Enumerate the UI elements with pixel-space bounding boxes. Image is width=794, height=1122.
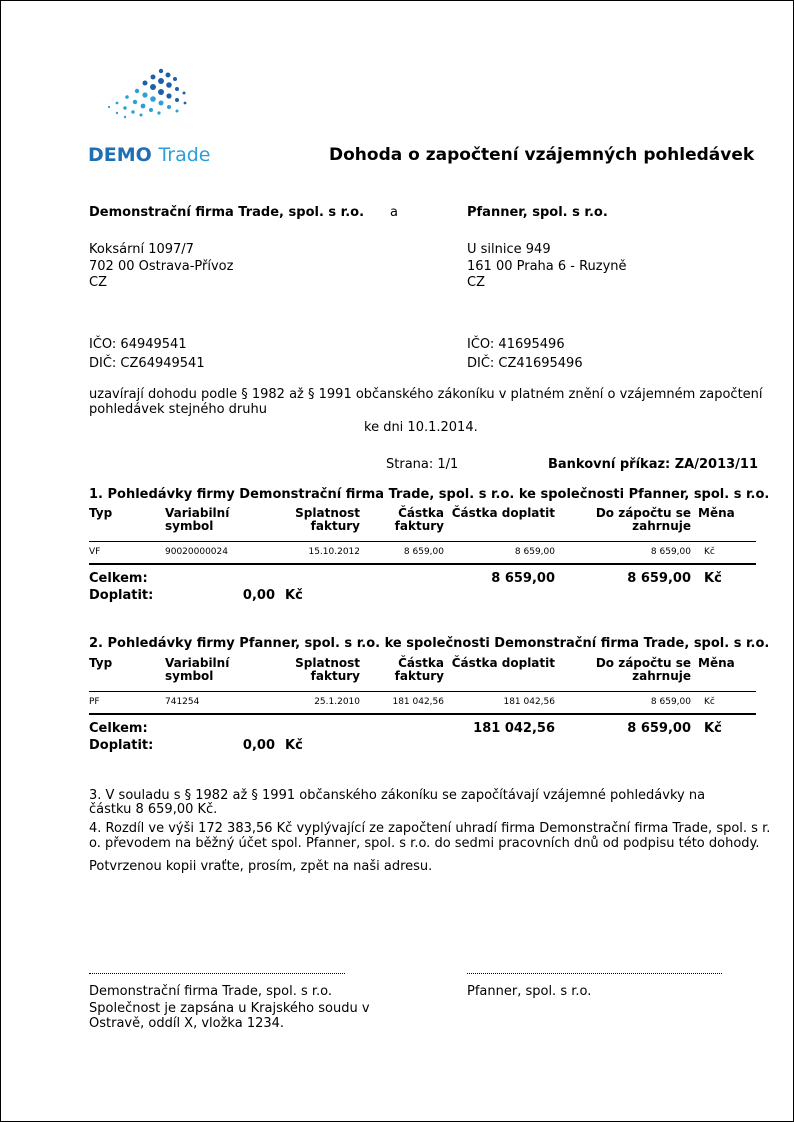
party2-name: Pfanner, spol. s r.o. — [467, 205, 608, 220]
col-mena: Měna — [698, 506, 735, 520]
col-var2: symbol — [165, 519, 214, 533]
col-spl1: Splatnost — [295, 506, 360, 520]
clause3-line1: 3. V souladu s § 1982 až § 1991 občanského zákoníku se započítávají vzájemné pohledávky na — [89, 788, 706, 803]
col-dopl-2: Částka doplatit — [451, 656, 555, 670]
party2-street: U silnice 949 — [467, 242, 551, 257]
party1-country: CZ — [89, 275, 107, 290]
col-dopl: Částka doplatit — [451, 506, 555, 520]
section2-header-rule — [89, 691, 756, 692]
section2-total-label: Celkem: — [89, 721, 148, 736]
section2-doplatit-value: 0,00 — [242, 738, 275, 753]
row1-mena: Kč — [704, 547, 715, 557]
party2-city: 161 00 Praha 6 - Ruzyně — [467, 259, 627, 274]
col-var1-2: Variabilní — [165, 656, 230, 670]
col-zap2-2: zahrnuje — [632, 669, 691, 683]
clause4-line1: 4. Rozdíl ve výši 172 383,56 Kč vyplývající ze započtení uhradí firma Demonstrační firma Trade, spol. s r. — [89, 821, 771, 836]
party1-ico: IČO: 64949541 — [89, 337, 187, 352]
section1-total-zap: 8 659,00 — [627, 571, 691, 586]
section1-total-label: Celkem: — [89, 571, 148, 586]
section2-doplatit-label: Doplatit: — [89, 738, 154, 753]
section1-total-mena: Kč — [704, 571, 722, 586]
col-spl2-2: faktury — [310, 669, 360, 683]
logo-dots-icon — [101, 65, 196, 145]
row1-typ: VF — [89, 547, 101, 557]
section2-title: 2. Pohledávky firmy Pfanner, spol. s r.o. ke společnosti Demonstrační firma Trade, spol. s r.o. — [89, 636, 770, 651]
intro-line1: uzavírají dohodu podle § 1982 až § 1991 občanského zákoníku v platném znění o vzájemném započtení — [89, 387, 763, 402]
signature-line-right — [467, 973, 722, 974]
section1-doplatit-label: Doplatit: — [89, 588, 154, 603]
col-typ-2: Typ — [89, 656, 113, 670]
row2-spl: 25.1.2010 — [314, 697, 360, 707]
col-cas1-2: Částka — [398, 656, 444, 670]
party1-street: Koksární 1097/7 — [89, 242, 194, 257]
intro-line2: pohledávek stejného druhu — [89, 402, 267, 417]
col-zap1: Do zápočtu se — [595, 506, 691, 520]
party2-country: CZ — [467, 275, 485, 290]
col-spl1-2: Splatnost — [295, 656, 360, 670]
row1-zap: 8 659,00 — [650, 547, 691, 557]
row2-var: 741254 — [165, 697, 200, 707]
col-spl2: faktury — [310, 519, 360, 533]
col-typ: Typ — [89, 506, 113, 520]
row1-spl: 15.10.2012 — [308, 547, 360, 557]
col-cas1: Částka — [398, 506, 444, 520]
row1-dopl: 8 659,00 — [514, 547, 555, 557]
section1-total-rule — [89, 563, 756, 565]
party1-name: Demonstrační firma Trade, spol. s r.o. — [89, 205, 365, 220]
registration-line2: Ostravě, oddíl X, vložka 1234. — [89, 1016, 285, 1031]
section2-total-mena: Kč — [704, 721, 722, 736]
party2-ico: IČO: 41695496 — [467, 337, 565, 352]
section1-doplatit-mena: Kč — [285, 588, 303, 603]
party2-dic: DIČ: CZ41695496 — [467, 356, 583, 371]
logo-brand-demo: DEMO — [88, 144, 152, 166]
col-mena-2: Měna — [698, 656, 735, 670]
col-zap1-2: Do zápočtu se — [595, 656, 691, 670]
section2-total-zap: 8 659,00 — [627, 721, 691, 736]
agreement-date: ke dni 10.1.2014. — [364, 420, 478, 435]
section1-doplatit-value: 0,00 — [242, 588, 275, 603]
row2-cas: 181 042,56 — [392, 697, 444, 707]
row2-dopl: 181 042,56 — [503, 697, 555, 707]
closing-text: Potvrzenou kopii vraťte, prosím, zpět na naši adresu. — [89, 859, 433, 874]
col-var2-2: symbol — [165, 669, 214, 683]
logo-brand-trade: Trade — [158, 144, 211, 166]
col-zap2: zahrnuje — [632, 519, 691, 533]
signature-line-left — [89, 973, 345, 974]
document-title: Dohoda o započtení vzájemných pohledávek — [329, 145, 755, 165]
clause4-line2: o. převodem na běžný účet spol. Pfanner, spol. s r.o. do sedmi pracovních dnů od podpisu této dohody. — [89, 836, 760, 851]
section1-header-rule — [89, 541, 756, 542]
page-number: Strana: 1/1 — [386, 457, 459, 472]
section2-total-rule — [89, 713, 756, 715]
party1-dic: DIČ: CZ64949541 — [89, 356, 205, 371]
registration-line1: Společnost je zapsána u Krajského soudu v — [89, 1001, 370, 1016]
logo-text — [88, 144, 210, 166]
col-var1: Variabilní — [165, 506, 230, 520]
row2-zap: 8 659,00 — [650, 697, 691, 707]
row1-var: 90020000024 — [165, 547, 228, 557]
row1-cas: 8 659,00 — [403, 547, 444, 557]
party1-city: 702 00 Ostrava-Přívoz — [89, 259, 234, 274]
bank-order: Bankovní příkaz: ZA/2013/11 — [548, 457, 759, 472]
row2-typ: PF — [89, 697, 100, 707]
section1-title: 1. Pohledávky firmy Demonstrační firma Trade, spol. s r.o. ke společnosti Pfanner, spol. s r.o. — [89, 487, 770, 502]
conjunction: a — [390, 205, 398, 220]
signature-left-name: Demonstrační firma Trade, spol. s r.o. — [89, 984, 333, 999]
row2-mena: Kč — [704, 697, 715, 707]
section2-total-dopl: 181 042,56 — [473, 721, 555, 736]
col-cas2-2: faktury — [394, 669, 444, 683]
section1-total-dopl: 8 659,00 — [491, 571, 555, 586]
clause3-line2: částku 8 659,00 Kč. — [89, 802, 218, 817]
signature-right-name: Pfanner, spol. s r.o. — [467, 984, 592, 999]
col-cas2: faktury — [394, 519, 444, 533]
section2-doplatit-mena: Kč — [285, 738, 303, 753]
